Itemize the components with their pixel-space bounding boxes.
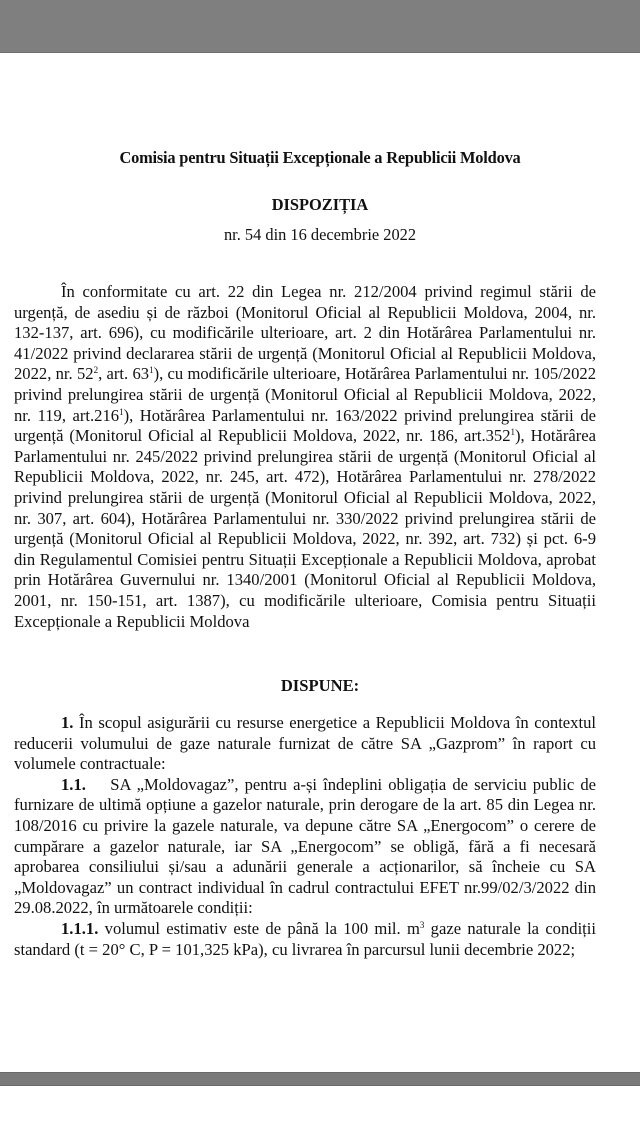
viewer-top-bar — [0, 0, 640, 53]
viewer-bottom-bar — [0, 1072, 640, 1086]
organization-heading: Comisia pentru Situații Excepționale a Republicii Moldova — [119, 148, 521, 167]
document-title: DISPOZIȚIA — [271, 195, 369, 214]
point-1: 1. În scopul asigurării cu resurse energetice a Republicii Moldova în contextul reducerii volumului de gaze naturale furnizat de către SA „Gazprom” în raport cu volumele contractuale: — [14, 713, 596, 774]
document-number-date: nr. 54 din 16 decembrie 2022 — [223, 225, 417, 244]
preamble — [14, 282, 596, 632]
point-number: 1. — [61, 713, 74, 732]
point-1-1-1: 1.1.1. volumul estimativ este de până la 100 mil. $m^3$ gaze naturale la condiții standard (t = 20° C, P = 101,325 kPa), cu livrarea în parcursul lunii decembrie 2022; — [14, 918, 597, 959]
dispune-heading: DISPUNE: — [280, 676, 360, 695]
point-number: 1.1.1. — [61, 918, 99, 938]
disposition-points — [14, 713, 596, 960]
point-number: 1.1. — [61, 774, 86, 794]
preamble-paragraph: În conformitate cu art. 22 din Legea nr. 212/2004 privind regimul stării de urgență, de asediu și de război (Monitorul Oficial al Republicii Moldova, 2004, nr. 132-137, art. 696), cu modificările ulterioare, art. 2 din Hotărârea Parlamentului nr. 41/2022 privind declararea stării de urgență (Monitorul Oficial al Republicii Moldova, 2022, nr. $52^2$, art. $63^1$), cu modificările ulterioare, Hotărârea Parlamentului nr. 105/2022 privind prelungirea stării de urgență (Monitorul Oficial al Republicii Moldova, 2022, nr. 119, art.216$^1$), Hotărârea Parlamentului nr. 163/2022 privind prelungirea stării de urgență (Monitorul Oficial al Republicii Moldova, 2022, nr. 186, art.352$^1$), Hotărârea Parlamentului nr. 245/2022 privind prelungirea stării de urgență (Monitorul Oficial al Republicii Moldova, 2022, nr. 245, art. 472), Hotărârea Parlamentului nr. 278/2022 privind prelungirea stării de urgență (Monitorul Oficial al Republicii Moldova, 2022, nr. 307, art. 604), Hotărârea Parlamentului nr. 330/2022 privind prelungirea stării de urgență (Monitorul Oficial al Republicii Moldova, 2022, nr. 392, art. 732) și pct. 6-9 din Regulamentul Comisiei pentru Situații Excepționale a Republicii Moldova, aprobat prin Hotărârea Guvernului nr. 1340/2001 (Monitorul Oficial al Republicii Moldova, 2001, nr. 150-151, art. 1387), cu modificările ulterioare, Comisia pentru Situații Excepționale a Republicii Moldova — [14, 282, 596, 631]
point-1-1: 1.1. SA „Moldovagaz”, pentru a-și îndeplini obligația de serviciu public de furnizare de ultimă opțiune a gazelor naturale, prin derogare de la art. 85 din Legea nr. 108/2016 cu privire la gazele naturale, va depune către SA „Energocom” o cerere de cumpărare a gazelor naturale, iar SA „Energocom” se obligă, fără a fi necesară aprobarea consiliului și/sau a adunării generale a acționarilor, să încheie cu SA „Moldovagaz” un contract individual în cadrul contractului EFET nr.99/02/3/2022 din 29.08.2022, în următoarele condiții: — [14, 774, 596, 918]
